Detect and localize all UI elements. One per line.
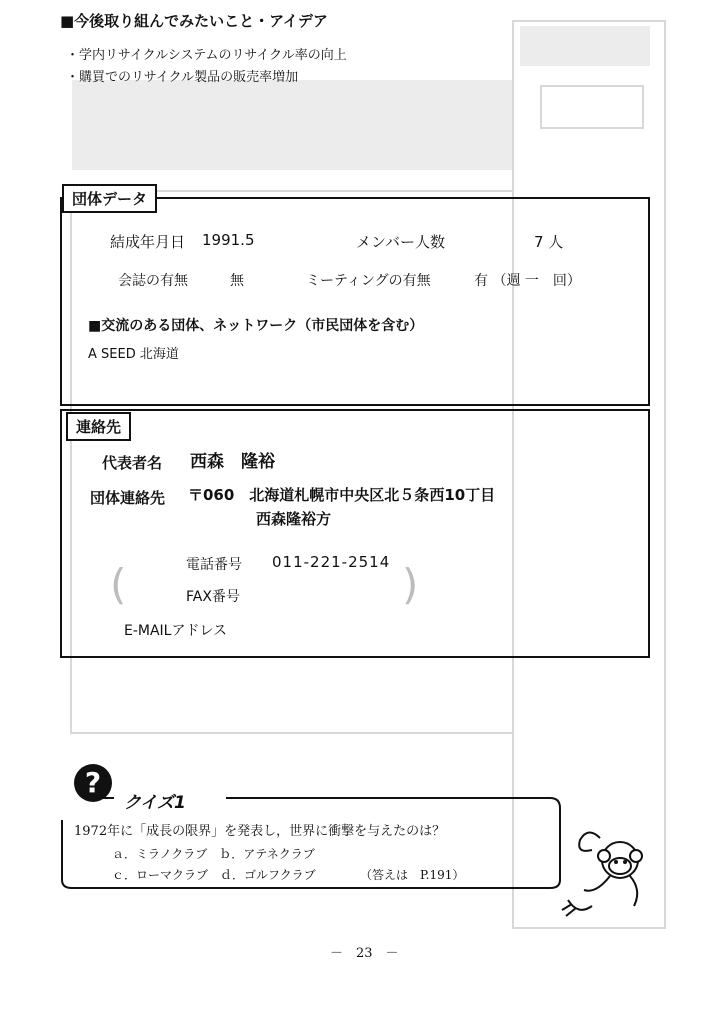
network-value: A SEED 北海道 (88, 347, 179, 362)
meeting-value: 有 （週 一 回） (474, 273, 581, 289)
rep-value: 西森 隆裕 (190, 452, 275, 472)
email-label: E-MAILアドレス (124, 623, 228, 639)
quiz-options-row-1: ａ．ミラノクラブ ｂ．アテネクラブ (112, 847, 315, 861)
plans-heading: ■今後取り組んでみたいこと・アイデア (60, 12, 328, 30)
plans-item: ・購買でのリサイクル製品の販売率増加 (66, 70, 299, 85)
plans-item: ・学内リサイクルシステムのリサイクル率の向上 (66, 48, 347, 63)
question-mark-icon: ? (84, 766, 102, 799)
bulletin-label: 会誌の有無 (118, 273, 188, 289)
bulletin-value: 無 (230, 273, 244, 289)
monkey-illustration (548, 820, 658, 920)
bracket-right: ) (402, 560, 419, 609)
network-heading: ■交流のある団体、ネットワーク（市民団体を含む） (88, 318, 424, 334)
addr-line1: 〒060 北海道札幌市中央区北５条西10丁目 (188, 486, 496, 504)
members-value: 7 人 (534, 233, 564, 251)
group-data-tag: 団体データ (62, 184, 157, 213)
founded-value: 1991.5 (202, 231, 255, 249)
contact-tag: 連絡先 (66, 412, 131, 441)
quiz-question: 1972年に「成長の限界」を発表し，世界に衝撃を与えたのは？ (74, 824, 446, 839)
bracket-left: ( (110, 560, 127, 609)
founded-label: 結成年月日 (110, 233, 186, 251)
quiz-icon (74, 764, 112, 802)
quiz-title: クイズ1 (124, 793, 186, 813)
tel-value: 011-221-2514 (272, 553, 391, 571)
addr-label: 団体連絡先 (90, 489, 166, 507)
bleed-through-side-box (540, 85, 644, 129)
fax-label: FAX番号 (186, 589, 240, 605)
members-label: メンバー人数 (356, 233, 445, 251)
group-data-box (60, 197, 650, 406)
bleed-through-banner (72, 80, 512, 170)
quiz-answer: （答えは P.191） (360, 868, 465, 882)
tel-label: 電話番号 (186, 557, 242, 573)
bleed-through-header-band (520, 26, 650, 66)
rep-label: 代表者名 (102, 454, 163, 472)
addr-line2: 西森隆裕方 (256, 510, 332, 528)
quiz-options-row-2: ｃ．ローマクラブ ｄ．ゴルフクラブ (112, 868, 316, 882)
meeting-label: ミーティングの有無 (306, 273, 431, 289)
page-number: － 23 － (330, 946, 399, 961)
